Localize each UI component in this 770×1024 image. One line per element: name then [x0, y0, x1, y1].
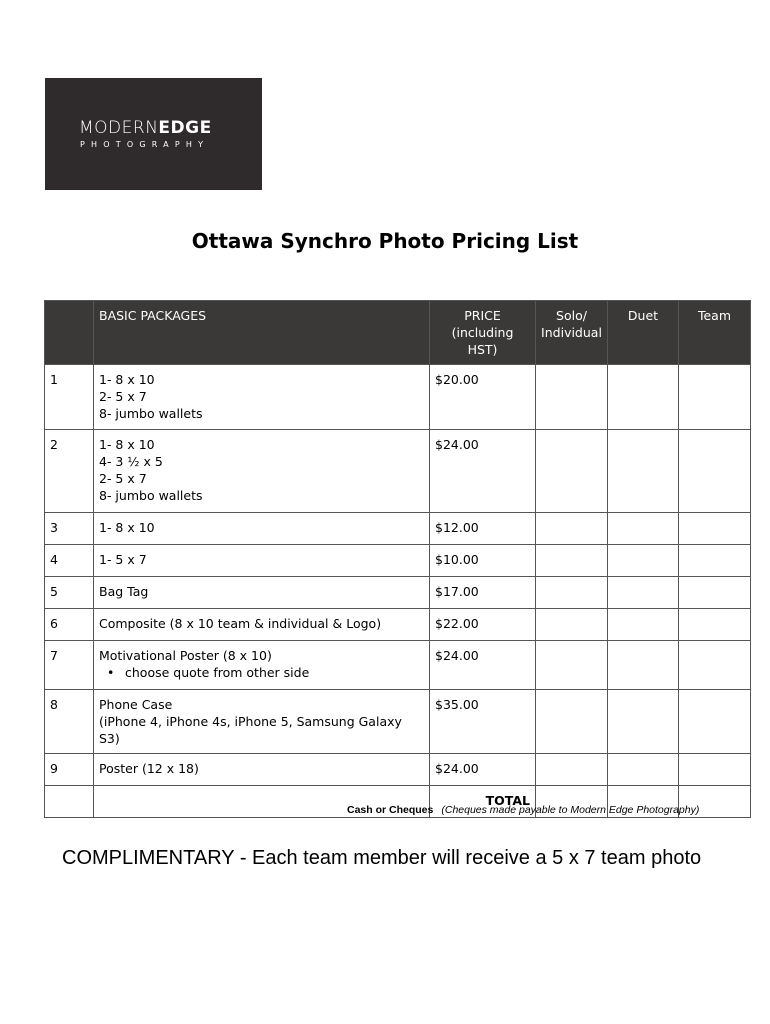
- team-quantity-cell[interactable]: [679, 513, 751, 545]
- price-cell: $10.00: [430, 545, 536, 577]
- price-cell: $24.00: [430, 641, 536, 690]
- logo-subtitle: PHOTOGRAPHY: [80, 140, 210, 149]
- duet-quantity-cell[interactable]: [608, 754, 679, 786]
- header-team: Team: [679, 301, 751, 365]
- solo-quantity-cell[interactable]: [536, 545, 608, 577]
- table-row: [45, 430, 751, 513]
- team-quantity-cell[interactable]: [679, 430, 751, 513]
- team-quantity-cell[interactable]: [679, 365, 751, 430]
- package-description: [94, 577, 430, 609]
- duet-quantity-cell[interactable]: [608, 641, 679, 690]
- solo-quantity-cell[interactable]: [536, 641, 608, 690]
- solo-quantity-cell[interactable]: [536, 609, 608, 641]
- package-line: Bag Tag: [99, 584, 149, 599]
- table-row: [45, 690, 751, 754]
- duet-quantity-cell[interactable]: [608, 513, 679, 545]
- logo-wordmark: MODERNEDGE: [79, 118, 212, 138]
- package-description: [94, 513, 430, 545]
- solo-quantity-cell[interactable]: [536, 690, 608, 754]
- table-row: [45, 641, 751, 690]
- table-header-row: [45, 301, 751, 365]
- package-description: [94, 641, 430, 690]
- header-num: [45, 301, 94, 365]
- payment-note: [347, 804, 699, 816]
- table-row: [45, 513, 751, 545]
- table-row: [45, 577, 751, 609]
- header-price: PRICE (including HST): [430, 301, 536, 365]
- complimentary-note: COMPLIMENTARY - Each team member will receive a 5 x 7 team photo: [62, 847, 702, 869]
- table-row: [45, 545, 751, 577]
- solo-quantity-cell[interactable]: [536, 513, 608, 545]
- package-bullet: • choose quote from other side: [107, 665, 310, 680]
- total-label: TOTAL: [430, 786, 536, 818]
- solo-quantity-cell[interactable]: [536, 754, 608, 786]
- price-cell: $24.00: [430, 430, 536, 513]
- team-quantity-cell[interactable]: [679, 754, 751, 786]
- duet-quantity-cell[interactable]: [608, 430, 679, 513]
- package-line: 4- 3 ½ x 5: [99, 454, 163, 469]
- package-line: 2- 5 x 7: [99, 389, 147, 404]
- team-quantity-cell[interactable]: [679, 690, 751, 754]
- row-number: 5: [45, 577, 94, 609]
- price-cell: $17.00: [430, 577, 536, 609]
- header-solo: Solo/ Individual: [536, 301, 608, 365]
- duet-quantity-cell[interactable]: [608, 690, 679, 754]
- table-row: [45, 609, 751, 641]
- header-duet: Duet: [608, 301, 679, 365]
- package-description: [94, 545, 430, 577]
- table-row: [45, 365, 751, 430]
- payment-detail: (Cheques made payable to Modern Edge Photography): [441, 804, 700, 816]
- package-line: Phone Case: [99, 697, 173, 712]
- package-description: [94, 690, 430, 754]
- duet-quantity-cell[interactable]: [608, 609, 679, 641]
- price-cell: $20.00: [430, 365, 536, 430]
- price-cell: $24.00: [430, 754, 536, 786]
- package-line: Composite (8 x 10 team & individual & Logo): [99, 616, 382, 631]
- duet-quantity-cell[interactable]: [608, 365, 679, 430]
- package-line: 2- 5 x 7: [99, 471, 147, 486]
- price-cell: $22.00: [430, 609, 536, 641]
- row-number: 7: [45, 641, 94, 690]
- row-number: 6: [45, 609, 94, 641]
- package-line: 1- 5 x 7: [99, 552, 147, 567]
- package-description: [94, 754, 430, 786]
- package-description: [94, 365, 430, 430]
- package-line: 1- 8 x 10: [99, 437, 155, 452]
- package-description: [94, 609, 430, 641]
- team-quantity-cell[interactable]: [679, 577, 751, 609]
- package-line: 8- jumbo wallets: [99, 488, 203, 503]
- page-title: Ottawa Synchro Photo Pricing List: [191, 229, 579, 253]
- company-logo: [45, 78, 262, 190]
- package-line: 1- 8 x 10: [99, 372, 155, 387]
- team-quantity-cell[interactable]: [679, 609, 751, 641]
- pricing-table: [44, 300, 751, 818]
- price-cell: $12.00: [430, 513, 536, 545]
- row-number: 9: [45, 754, 94, 786]
- solo-quantity-cell[interactable]: [536, 365, 608, 430]
- row-number: 8: [45, 690, 94, 754]
- price-cell: $35.00: [430, 690, 536, 754]
- duet-quantity-cell[interactable]: [608, 545, 679, 577]
- package-line: (iPhone 4, iPhone 4s, iPhone 5, Samsung Galaxy S3): [99, 714, 402, 746]
- team-quantity-cell[interactable]: [679, 545, 751, 577]
- package-line: Poster (12 x 18): [99, 761, 199, 776]
- header-packages: BASIC PACKAGES: [94, 301, 430, 365]
- team-quantity-cell[interactable]: [679, 641, 751, 690]
- table-row: [45, 754, 751, 786]
- solo-quantity-cell[interactable]: [536, 577, 608, 609]
- package-description: [94, 430, 430, 513]
- package-line: Motivational Poster (8 x 10): [99, 648, 272, 663]
- package-line: 1- 8 x 10: [99, 520, 155, 535]
- row-number: 4: [45, 545, 94, 577]
- row-number: 2: [45, 430, 94, 513]
- package-line: 8- jumbo wallets: [99, 406, 203, 421]
- row-number: 1: [45, 365, 94, 430]
- solo-quantity-cell[interactable]: [536, 430, 608, 513]
- duet-quantity-cell[interactable]: [608, 577, 679, 609]
- row-number: 3: [45, 513, 94, 545]
- payment-label: Cash or Cheques: [347, 804, 434, 816]
